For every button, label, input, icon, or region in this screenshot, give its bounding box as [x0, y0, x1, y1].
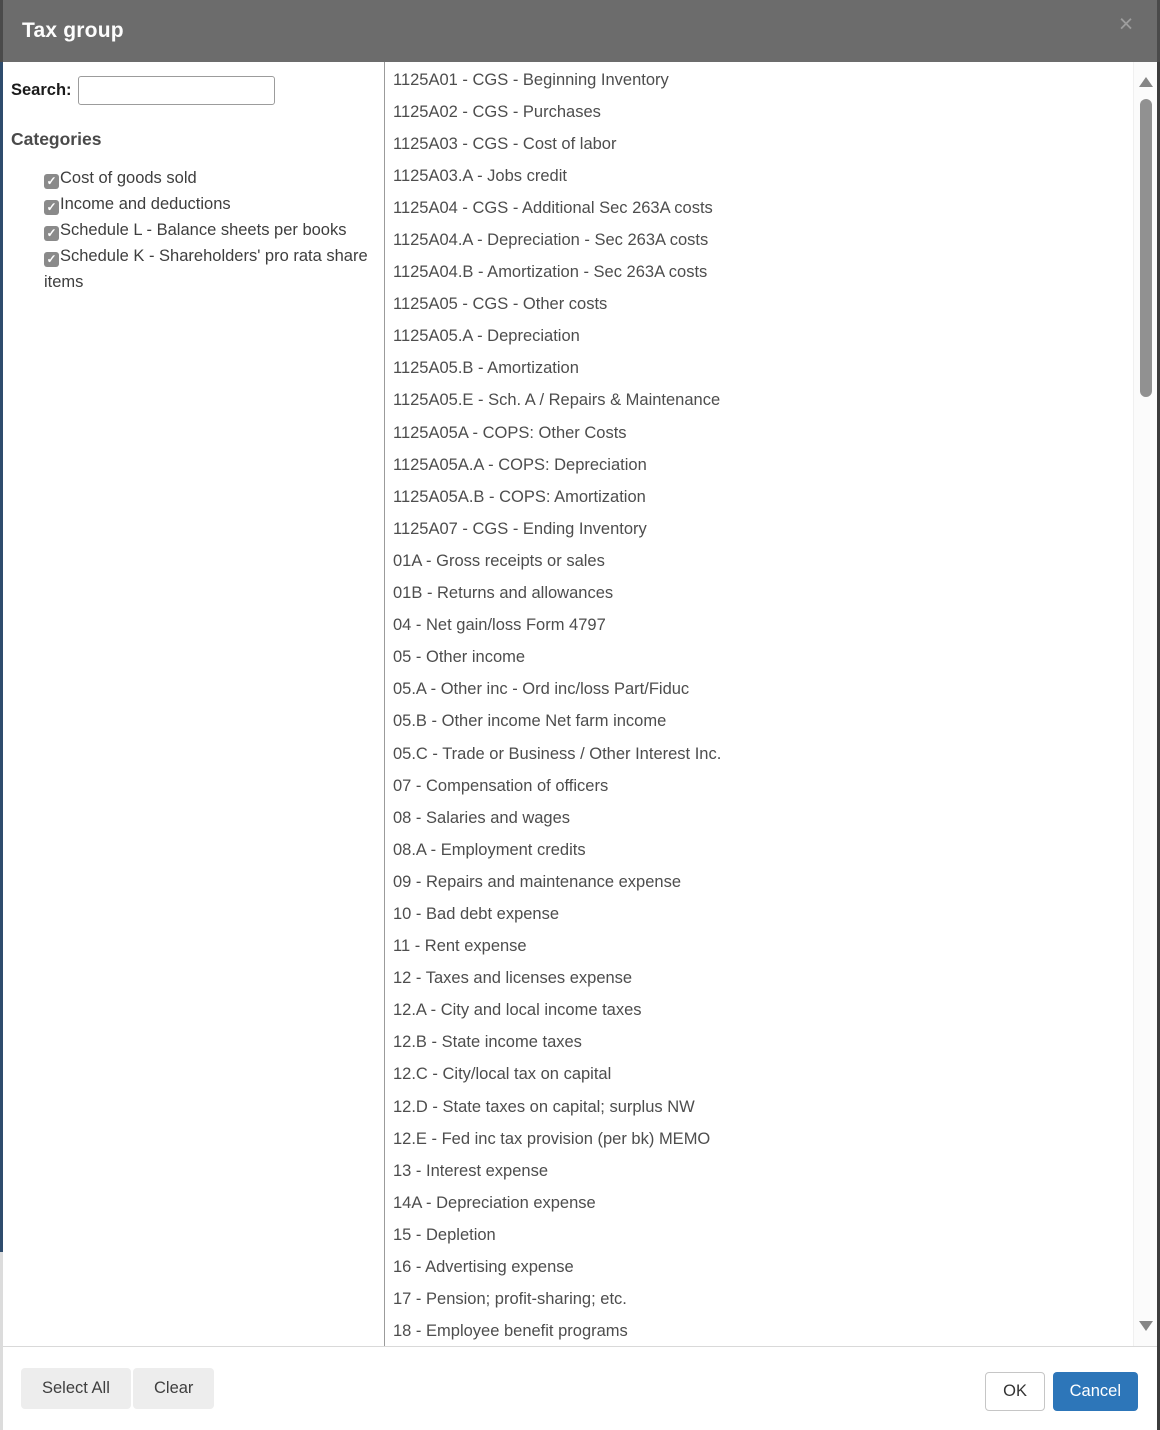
list-item[interactable]: 12.D - State taxes on capital; surplus NW	[393, 1097, 695, 1116]
select-all-button[interactable]: Select All	[21, 1368, 131, 1409]
list-item[interactable]: 05.C - Trade or Business / Other Interest Inc.	[393, 744, 722, 763]
dialog-footer	[3, 1346, 1157, 1430]
category-checkbox[interactable]: ✓	[44, 200, 59, 215]
list-item[interactable]: 1125A05A - COPS: Other Costs	[393, 423, 627, 442]
category-label: Schedule K - Shareholders' pro rata share items	[44, 247, 368, 291]
list-item[interactable]: 10 - Bad debt expense	[393, 904, 560, 923]
scrollbar[interactable]	[1133, 62, 1157, 1346]
categories-heading: Categories	[11, 129, 102, 149]
list-item[interactable]: 1125A05.B - Amortization	[393, 359, 579, 378]
list-item[interactable]: 1125A05.E - Sch. A / Repairs & Maintenance	[393, 391, 721, 410]
search-input[interactable]	[78, 76, 275, 105]
list-item[interactable]: 07 - Compensation of officers	[393, 776, 609, 795]
close-icon[interactable]: ×	[1118, 10, 1134, 38]
category-row	[11, 217, 384, 243]
list-item[interactable]: 05 - Other income	[393, 648, 526, 667]
search-label: Search:	[11, 81, 72, 99]
list-item[interactable]: 17 - Pension; profit-sharing; etc.	[393, 1290, 627, 1309]
list-item[interactable]: 1125A04.A - Depreciation - Sec 263A costs	[393, 231, 709, 250]
list-item[interactable]: 08 - Salaries and wages	[393, 808, 571, 827]
list-item[interactable]: 1125A02 - CGS - Purchases	[393, 102, 601, 121]
list-item[interactable]: 04 - Net gain/loss Form 4797	[393, 616, 606, 635]
list-item[interactable]: 14A - Depreciation expense	[393, 1193, 596, 1212]
list-item[interactable]: 11 - Rent expense	[393, 937, 527, 956]
category-label: Cost of goods sold	[60, 169, 197, 187]
list-item[interactable]: 12.C - City/local tax on capital	[393, 1065, 612, 1084]
category-row	[11, 191, 384, 217]
list-item[interactable]: 05.A - Other inc - Ord inc/loss Part/Fiduc	[393, 680, 690, 699]
list-item[interactable]: 1125A01 - CGS - Beginning Inventory	[393, 70, 669, 89]
list-item[interactable]: 01B - Returns and allowances	[393, 584, 614, 603]
tax-group-dialog	[3, 0, 1157, 1430]
category-checkbox[interactable]: ✓	[44, 252, 59, 267]
list-item[interactable]: 15 - Depletion	[393, 1225, 496, 1244]
category-list	[11, 165, 384, 295]
category-row	[11, 243, 384, 295]
category-label: Income and deductions	[60, 195, 231, 213]
dialog-title: Tax group	[22, 19, 124, 42]
list-item[interactable]: 16 - Advertising expense	[393, 1258, 574, 1277]
tax-code-list	[386, 62, 1133, 1346]
list-item[interactable]: 18 - Employee benefit programs	[393, 1322, 628, 1341]
list-item[interactable]: 1125A07 - CGS - Ending Inventory	[393, 519, 647, 538]
category-label: Schedule L - Balance sheets per books	[60, 221, 347, 239]
dialog-header	[3, 0, 1157, 62]
list-item[interactable]: 09 - Repairs and maintenance expense	[393, 872, 682, 891]
list-item[interactable]: 1125A05A.A - COPS: Depreciation	[393, 455, 647, 474]
list-item[interactable]: 13 - Interest expense	[393, 1161, 549, 1180]
list-item[interactable]: 1125A03 - CGS - Cost of labor	[393, 134, 617, 153]
dialog-body	[3, 62, 1157, 1346]
list-item[interactable]: 05.B - Other income Net farm income	[393, 712, 667, 731]
list-item[interactable]: 12 - Taxes and licenses expense	[393, 969, 633, 988]
list-item[interactable]: 1125A04.B - Amortization - Sec 263A costs	[393, 263, 708, 282]
clear-button[interactable]: Clear	[133, 1368, 214, 1409]
list-item[interactable]: 1125A05A.B - COPS: Amortization	[393, 487, 646, 506]
ok-button[interactable]: OK	[985, 1372, 1045, 1411]
list-item[interactable]: 1125A05 - CGS - Other costs	[393, 295, 608, 314]
list-item[interactable]: 08.A - Employment credits	[393, 840, 586, 859]
list-item[interactable]: 12.E - Fed inc tax provision (per bk) MEMO	[393, 1129, 711, 1148]
category-checkbox[interactable]: ✓	[44, 226, 59, 241]
scrollbar-up-arrow-icon[interactable]	[1139, 77, 1153, 87]
category-row	[11, 165, 384, 191]
filter-panel	[3, 62, 385, 1346]
list-item[interactable]: 1125A04 - CGS - Additional Sec 263A costs	[393, 198, 713, 217]
list-item[interactable]: 12.B - State income taxes	[393, 1033, 582, 1052]
scrollbar-thumb[interactable]	[1140, 99, 1152, 397]
list-item[interactable]: 1125A05.A - Depreciation	[393, 327, 580, 346]
scrollbar-down-arrow-icon[interactable]	[1139, 1321, 1153, 1331]
list-item[interactable]: 1125A03.A - Jobs credit	[393, 166, 567, 185]
list-item[interactable]: 01A - Gross receipts or sales	[393, 551, 605, 570]
search-row	[11, 76, 384, 105]
category-checkbox[interactable]: ✓	[44, 174, 59, 189]
list-item[interactable]: 12.A - City and local income taxes	[393, 1001, 642, 1020]
cancel-button[interactable]: Cancel	[1053, 1372, 1138, 1411]
